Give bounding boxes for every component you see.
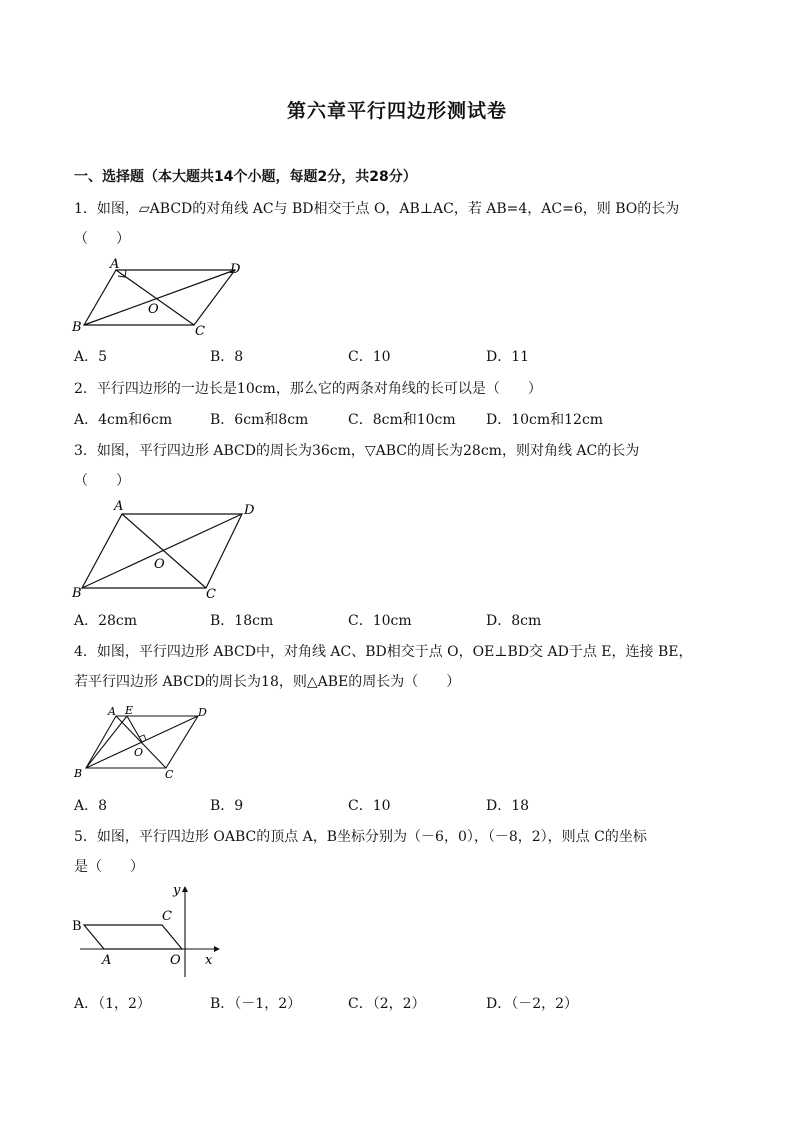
label-c: C [165,768,174,781]
label-c: C [206,587,216,602]
q5-option-c: C．（2，2） [348,996,426,1012]
q4-option-d: D．18 [486,798,530,814]
q5-option-a: A．（1，2） [74,996,151,1012]
x-axis-arrow [214,946,220,952]
q4-option-c: C．10 [348,798,391,814]
q3-option-d: D．8cm [486,613,542,629]
question-3-blank: （ ） [74,473,130,489]
label-d: D [244,503,255,518]
q5-option-b: B．（－1，2） [210,996,302,1012]
question-5-text: 5．如图，平行四边形 OABC的顶点 A，B坐标分别为（－6，0），（－8，2），则点 C的坐标 [74,829,647,845]
question-2-text: 2．平行四边形的一边长是10cm，那么它的两条对角线的长可以是（ ） [74,381,542,397]
q1-option-c: C．10 [348,349,391,365]
segment-be [86,716,127,768]
label-a: A [102,953,112,968]
label-b: B [74,767,83,780]
q2-option-d: D．10cm和12cm [486,412,604,428]
question-1-figure [70,258,270,338]
question-4-figure [70,704,220,779]
label-x: x [205,953,213,968]
section-heading: 一、选择题（本大题共14个小题，每题2分，共28分） [74,169,417,185]
q3-option-a: A．28cm [74,613,138,629]
question-4-text-2: 若平行四边形 ABCD的周长为18，则△ABE的周长为（ ） [74,674,461,690]
diagonal-bd [84,270,235,325]
label-o: O [170,953,181,968]
q1-option-d: D．11 [486,349,530,365]
label-a: A [108,705,116,718]
label-a: A [114,499,124,514]
diagonal-bd [82,514,242,588]
q2-option-c: C．8cm和10cm [348,412,456,428]
question-5-text-2: 是（ ） [74,859,144,875]
q4-option-b: B．9 [210,798,244,814]
label-b: B [72,320,82,335]
q3-option-c: C．10cm [348,613,412,629]
label-o: O [148,302,159,317]
label-b: B [72,919,82,934]
label-b: B [72,586,82,601]
question-3-text: 3．如图，平行四边形 ABCD的周长为36cm，▽ABC的周长为28cm，则对角线 AC的长为 [74,443,640,459]
label-c: C [162,909,172,924]
question-5-figure [70,882,230,982]
label-a: A [110,257,120,272]
label-e: E [125,704,134,717]
question-4-text: 4．如图，平行四边形 ABCD中，对角线 AC、BD相交于点 O，OE⊥BD交 AD于点 E，连接 BE， [74,644,693,660]
label-y: y [173,883,181,898]
q2-option-b: B．6cm和8cm [210,412,309,428]
q1-option-a: A．5 [74,349,108,365]
q1-option-b: B．8 [210,349,244,365]
diagonal-ac [122,514,206,588]
question-1-blank: （ ） [74,231,130,247]
question-3-figure [70,500,270,600]
q4-option-a: A．8 [74,798,108,814]
q2-option-a: A．4cm和6cm [74,412,173,428]
q3-option-b: B．18cm [210,613,274,629]
label-o: O [134,746,144,759]
question-1-text: 1．如图，▱ABCD的对角线 AC与 BD相交于点 O，AB⊥AC，若 AB=4，AC=6，则 BO的长为 [74,201,680,217]
label-c: C [195,324,205,339]
y-axis-arrow [182,886,188,892]
label-d: D [230,262,241,277]
parallelogram-oabc [84,925,182,949]
page-title: 第六章平行四边形测试卷 [286,100,507,122]
label-d: D [198,706,207,719]
q5-option-d: D．（－2，2） [486,996,579,1012]
label-o: O [154,557,165,572]
